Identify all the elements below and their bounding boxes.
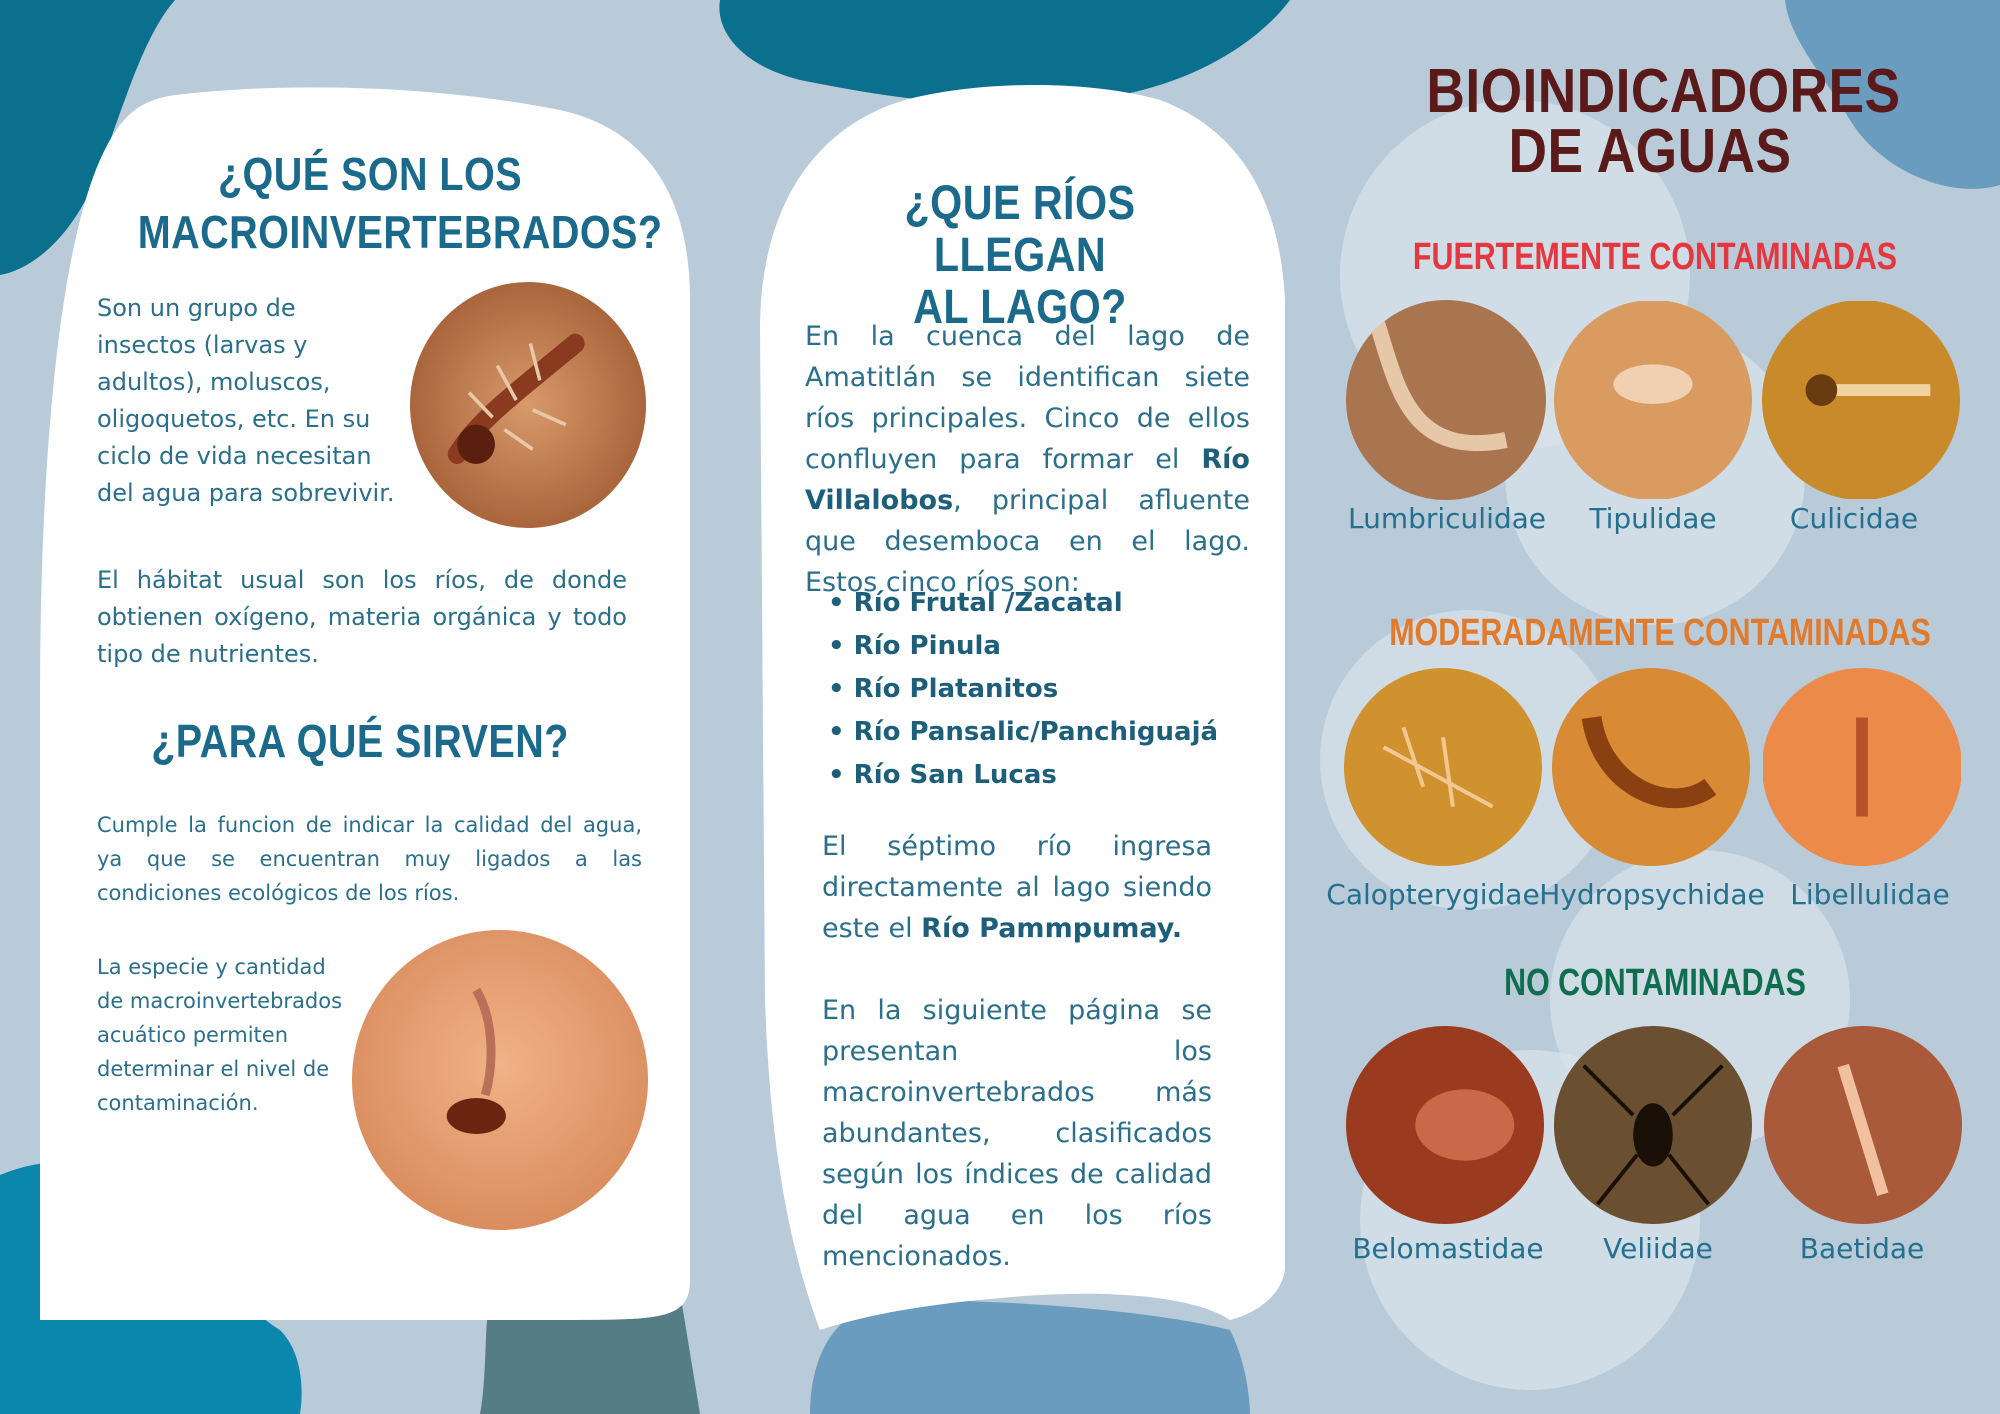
category-moderate: MODERADAMENTE CONTAMINADAS <box>1389 612 1931 654</box>
label-veliidae: Veliidae <box>1603 1232 1713 1265</box>
label-lumbriculidae: Lumbriculidae <box>1347 502 1547 535</box>
label-culicidae: Culicidae <box>1789 502 1919 535</box>
basin-paragraph: En la cuenca del lago de Amatitlán se identifican siete ríos principales. Cinco de ellos confluyen para formar el Río Villalobos, principal afluente que desemboca en el lago. Estos cinco ríos son: <box>805 321 1250 598</box>
photo-hydropsychidae <box>1552 668 1750 866</box>
photo-culicidae <box>1762 300 1960 500</box>
macroinvertebrate-photo-1 <box>410 282 646 528</box>
rivers-list <box>828 582 1248 797</box>
label-calopterygidae: Calopterygidae <box>1326 878 1540 911</box>
river-item: • Río Frutal /Zacatal <box>828 582 1248 625</box>
next-page-paragraph: En la siguiente página se presentan los macroinvertebrados más abundantes, clasificados según los índices de calidad del agua en los ríos mencionados. <box>822 995 1212 1272</box>
intro-text: Son un grupo de insectos (larvas y adultos), moluscos, oligoquetos, etc. En su ciclo de vida necesitan del agua para sobrevivir. <box>97 294 395 507</box>
photo-libellulidae <box>1762 668 1962 866</box>
habitat-text: El hábitat usual son los ríos, de donde obtienen oxígeno, materia orgánica y todo tipo de nutrientes. <box>97 566 627 668</box>
label-belomastidae: Belomastidae <box>1352 1232 1544 1265</box>
river-item: • Río Platanitos <box>828 668 1248 711</box>
photo-lumbriculidae <box>1346 300 1546 500</box>
species-text: La especie y cantidad de macroinvertebrados acuático permiten determinar el nivel de contaminación. <box>97 955 343 1115</box>
river-item: • Río Pinula <box>828 625 1248 668</box>
photo-veliidae <box>1554 1026 1752 1224</box>
river-item: • Río Pansalic/Panchiguajá <box>828 711 1248 754</box>
label-libellulidae: Libellulidae <box>1790 878 1950 911</box>
photo-tipulidae <box>1554 300 1752 500</box>
photo-calopterygidae <box>1344 668 1542 866</box>
seventh-river-paragraph: El séptimo río ingresa directamente al lago siendo este el Río Pammpumay. <box>822 831 1212 944</box>
photo-belomastidae <box>1346 1026 1544 1224</box>
purpose-title: ¿PARA QUÉ SIRVEN? <box>151 715 569 767</box>
bioindicators-title: BIOINDICADORES DE AGUAS <box>1426 57 1901 186</box>
left-title: ¿QUÉ SON LOS MACROINVERTEBRADOS? <box>137 148 663 258</box>
label-baetidae: Baetidae <box>1799 1232 1925 1265</box>
river-item: • Río San Lucas <box>828 754 1248 797</box>
photo-baetidae <box>1764 1026 1962 1224</box>
function-text: Cumple la funcion de indicar la calidad del agua, ya que se encuentran muy ligados a las condiciones ecológicos de los ríos. <box>97 813 642 905</box>
label-tipulidae: Tipulidae <box>1589 502 1717 535</box>
label-hydropsychidae: Hydropsychidae <box>1539 878 1765 911</box>
macroinvertebrate-photo-2 <box>352 930 648 1230</box>
category-clean: NO CONTAMINADAS <box>1504 962 1806 1004</box>
category-heavy: FUERTEMENTE CONTAMINADAS <box>1412 236 1898 278</box>
middle-title: ¿QUE RÍOS LLEGAN AL LAGO? <box>904 177 1136 334</box>
